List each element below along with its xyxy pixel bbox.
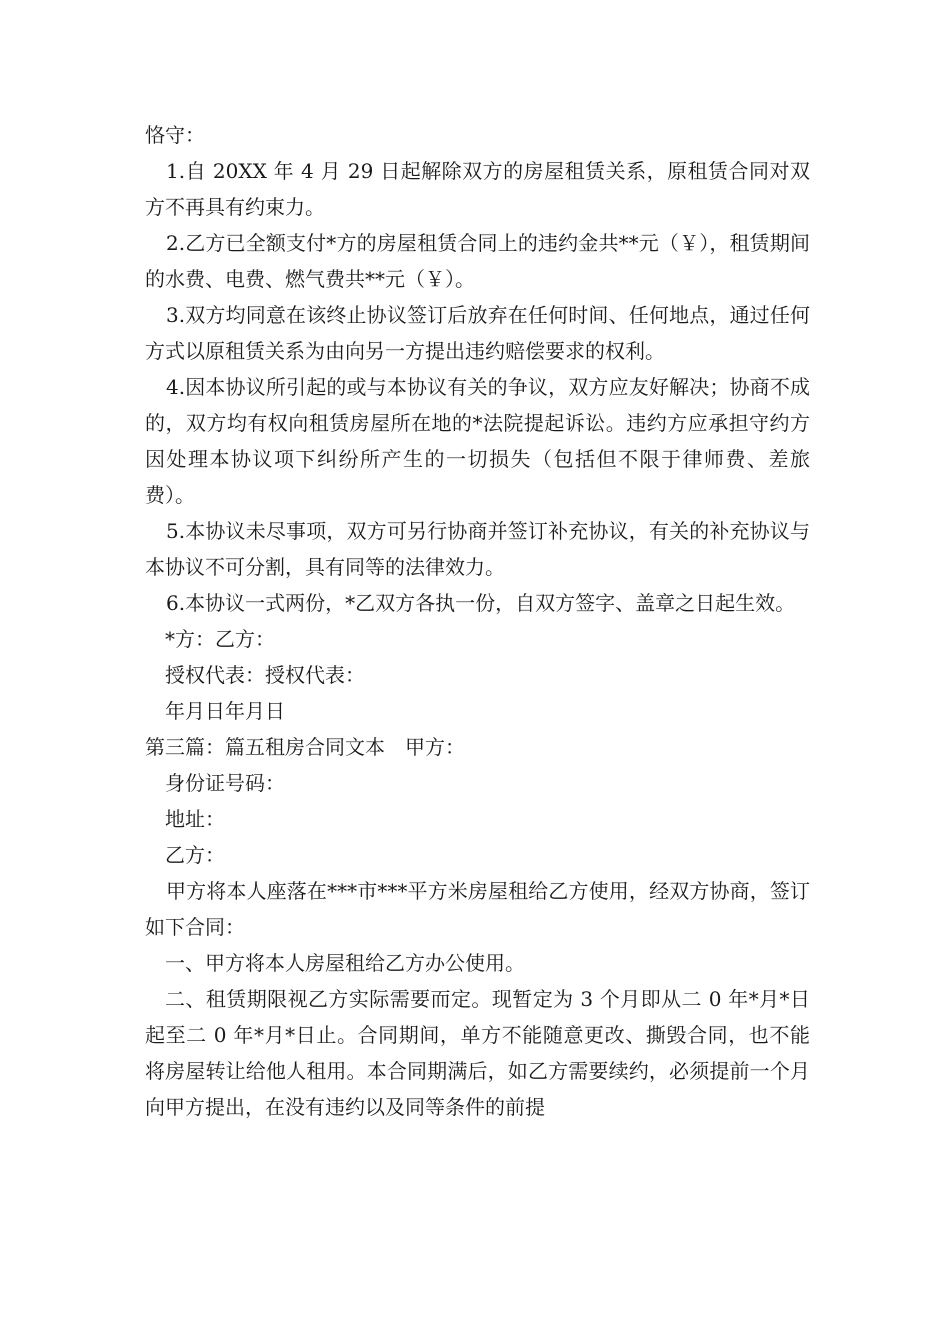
- clause-3: 3.双方均同意在该终止协议签订后放弃在任何时间、任何地点，通过任何方式以原租赁关系为由向另一方提出违约赔偿要求的权利。: [145, 303, 810, 363]
- clause-4: 4.因本协议所引起的或与本协议有关的争议，双方应友好解决；协商不成的，双方均有权向租赁房屋所在地的*法院提起诉讼。违约方应承担守约方因处理本协议项下纠纷所产生的一切损失（包括但不限于律师费、差旅费）。: [145, 375, 810, 507]
- clause-2: 2.乙方已全额支付*方的房屋租赁合同上的违约金共**元（￥），租赁期间的水费、电费、燃气费共**元（￥）。: [145, 231, 810, 291]
- section-heading: 第三篇：篇五租房合同文本 甲方：: [145, 735, 465, 759]
- signature-representatives: 授权代表：授权代表：: [165, 663, 365, 687]
- contract-intro: 甲方将本人座落在***市***平方米房屋租给乙方使用，经双方协商，签订如下合同：: [145, 879, 810, 939]
- party-b-field: 乙方：: [165, 843, 225, 867]
- article-1: 一、甲方将本人房屋租给乙方办公使用。: [165, 951, 525, 975]
- document-body: [145, 117, 810, 1125]
- paragraph-observe: 恪守：: [145, 123, 205, 147]
- clause-1: 1.自 20XX 年 4 月 29 日起解除双方的房屋租赁关系，原租赁合同对双方不再具有约束力。: [145, 159, 810, 219]
- signature-parties: *方：乙方：: [165, 627, 275, 651]
- clause-5: 5.本协议未尽事项，双方可另行协商并签订补充协议，有关的补充协议与本协议不可分割，具有同等的法律效力。: [145, 519, 810, 579]
- article-2: 二、租赁期限视乙方实际需要而定。现暂定为 3 个月即从二 0 年*月*日起至二 0 年*月*日止。合同期间，单方不能随意更改、撕毁合同，也不能将房屋转让给他人租用。本合同期满后，如乙方需要续约，必须提前一个月向甲方提出，在没有违约以及同等条件的前提: [145, 987, 810, 1119]
- clause-6: 6.本协议一式两份，*乙双方各执一份，自双方签字、盖章之日起生效。: [166, 591, 796, 615]
- id-number-field: 身份证号码：: [165, 771, 285, 795]
- address-field: 地址：: [165, 807, 225, 831]
- signature-dates: 年月日年月日: [165, 699, 285, 723]
